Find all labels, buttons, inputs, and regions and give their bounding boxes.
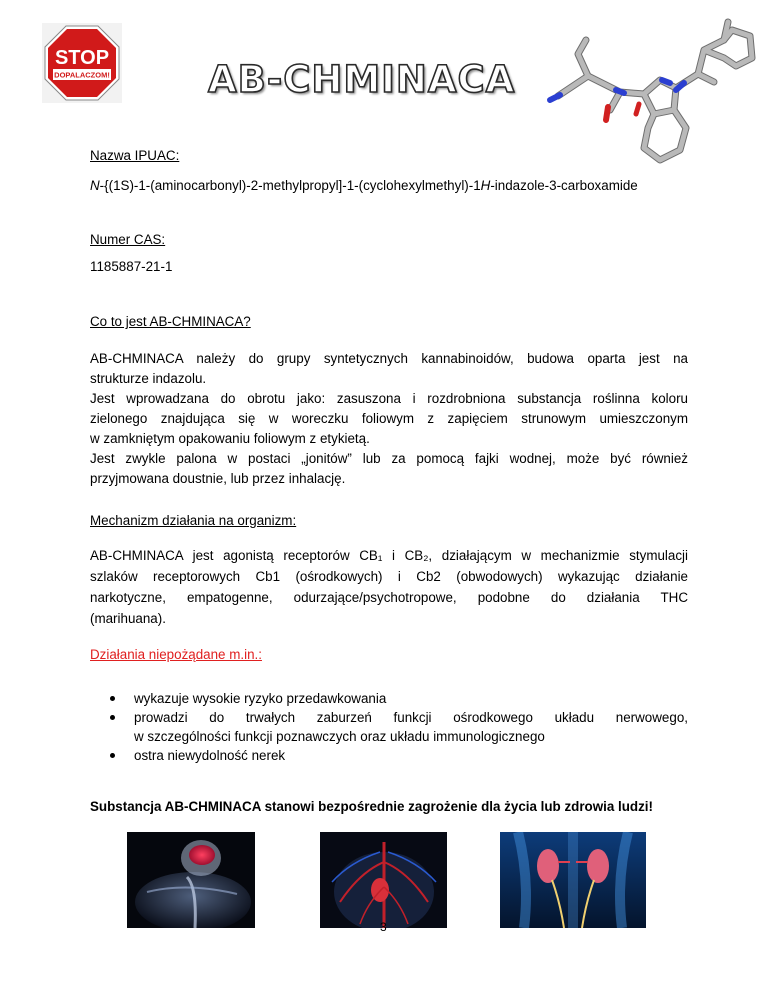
what-p3-line1: Jest zwykle palona w postaci „jonitów” lub za pomocą fajki wodnej, może być również	[90, 451, 688, 466]
bullet-icon	[110, 715, 115, 720]
what-heading: Co to jest AB-CHMINACA?	[90, 314, 251, 329]
what-p2-line3: w zamkniętym opakowaniu foliowym z etykietą.	[90, 431, 370, 446]
mechanism-line2: szlaków receptorowych Cb1 (ośrodkowych) i Cb2 (obwodowych) wykazując działanie	[90, 569, 688, 584]
what-p2-line2: zielonego znajdująca się w woreczku foliowym z zapięciem strunowym umieszczonym	[90, 411, 688, 426]
stop-text: STOP	[54, 47, 110, 69]
cas-heading: Numer CAS:	[90, 232, 166, 247]
what-paragraphs	[90, 349, 688, 489]
list-item: wykazuje wysokie ryzyko przedawkowania	[110, 689, 688, 708]
page-number: 3	[380, 920, 387, 934]
mechanism-heading: Mechanizm działania na organizm:	[90, 513, 297, 528]
vascular-system-image	[320, 832, 447, 928]
iupac-name-end: -indazole-3-carboxamide	[490, 178, 638, 193]
stop-sign-logo	[42, 23, 122, 103]
brain-xray-image	[127, 832, 255, 928]
iupac-section	[90, 146, 688, 166]
dopalaczom-text: DOPALACZOM!	[54, 70, 110, 80]
mechanism-line1: AB-CHMINACA jest agonistą receptorów CB₁ i CB₂, działającym w mechanizmie stymulacji	[90, 548, 688, 563]
bullet-icon	[110, 753, 115, 758]
list-item-continuation: w szczególności funkcji poznawczych oraz układu immunologicznego	[134, 729, 545, 744]
what-p1-line1: AB-CHMINACA należy do grupy syntetycznych kannabinoidów, budowa oparta jest na	[90, 351, 688, 366]
what-p3-line2: przyjmowana doustnie, lub przez inhalację.	[90, 471, 346, 486]
list-item: ostra niewydolność nerek	[110, 746, 688, 765]
what-p1-line2: strukturze indazolu.	[90, 371, 207, 386]
side-effects-list	[110, 689, 688, 765]
mechanism-line4: (marihuana).	[90, 611, 166, 626]
iupac-name-mid: -{(1S)-1-(aminocarbonyl)-2-methylpropyl]-1-(cyclohexylmethyl)-1	[99, 178, 481, 193]
iupac-name	[90, 176, 688, 196]
iupac-name-n: N	[90, 178, 100, 193]
mechanism-paragraph	[90, 545, 688, 629]
warning-statement: Substancja AB-CHMINACA stanowi bezpośrednie zagrożenie dla życia lub zdrowia ludzi!	[90, 799, 653, 814]
iupac-heading: Nazwa IPUAC:	[90, 148, 180, 163]
mechanism-line3: narkotyczne, empatogenne, odurzające/psychotropowe, podobne do działania THC	[90, 590, 688, 605]
what-p2-line1: Jest wprowadzana do obrotu jako: zasuszona i rozdrobniona substancja roślinna koloru	[90, 391, 688, 406]
cas-value: 1185887-21-1	[90, 259, 173, 274]
side-effects-heading: Działania niepożądane m.in.:	[90, 647, 262, 662]
iupac-name-h: H	[480, 178, 491, 193]
page-title: AB-CHMINACA	[208, 58, 516, 101]
kidneys-image	[500, 832, 646, 928]
bullet-icon	[110, 696, 115, 701]
list-item: prowadzi do trwałych zaburzeń funkcji ośrodkowego układu nerwowego, w szczególności funkcji poznawczych oraz układu immunologicznego	[110, 708, 688, 746]
